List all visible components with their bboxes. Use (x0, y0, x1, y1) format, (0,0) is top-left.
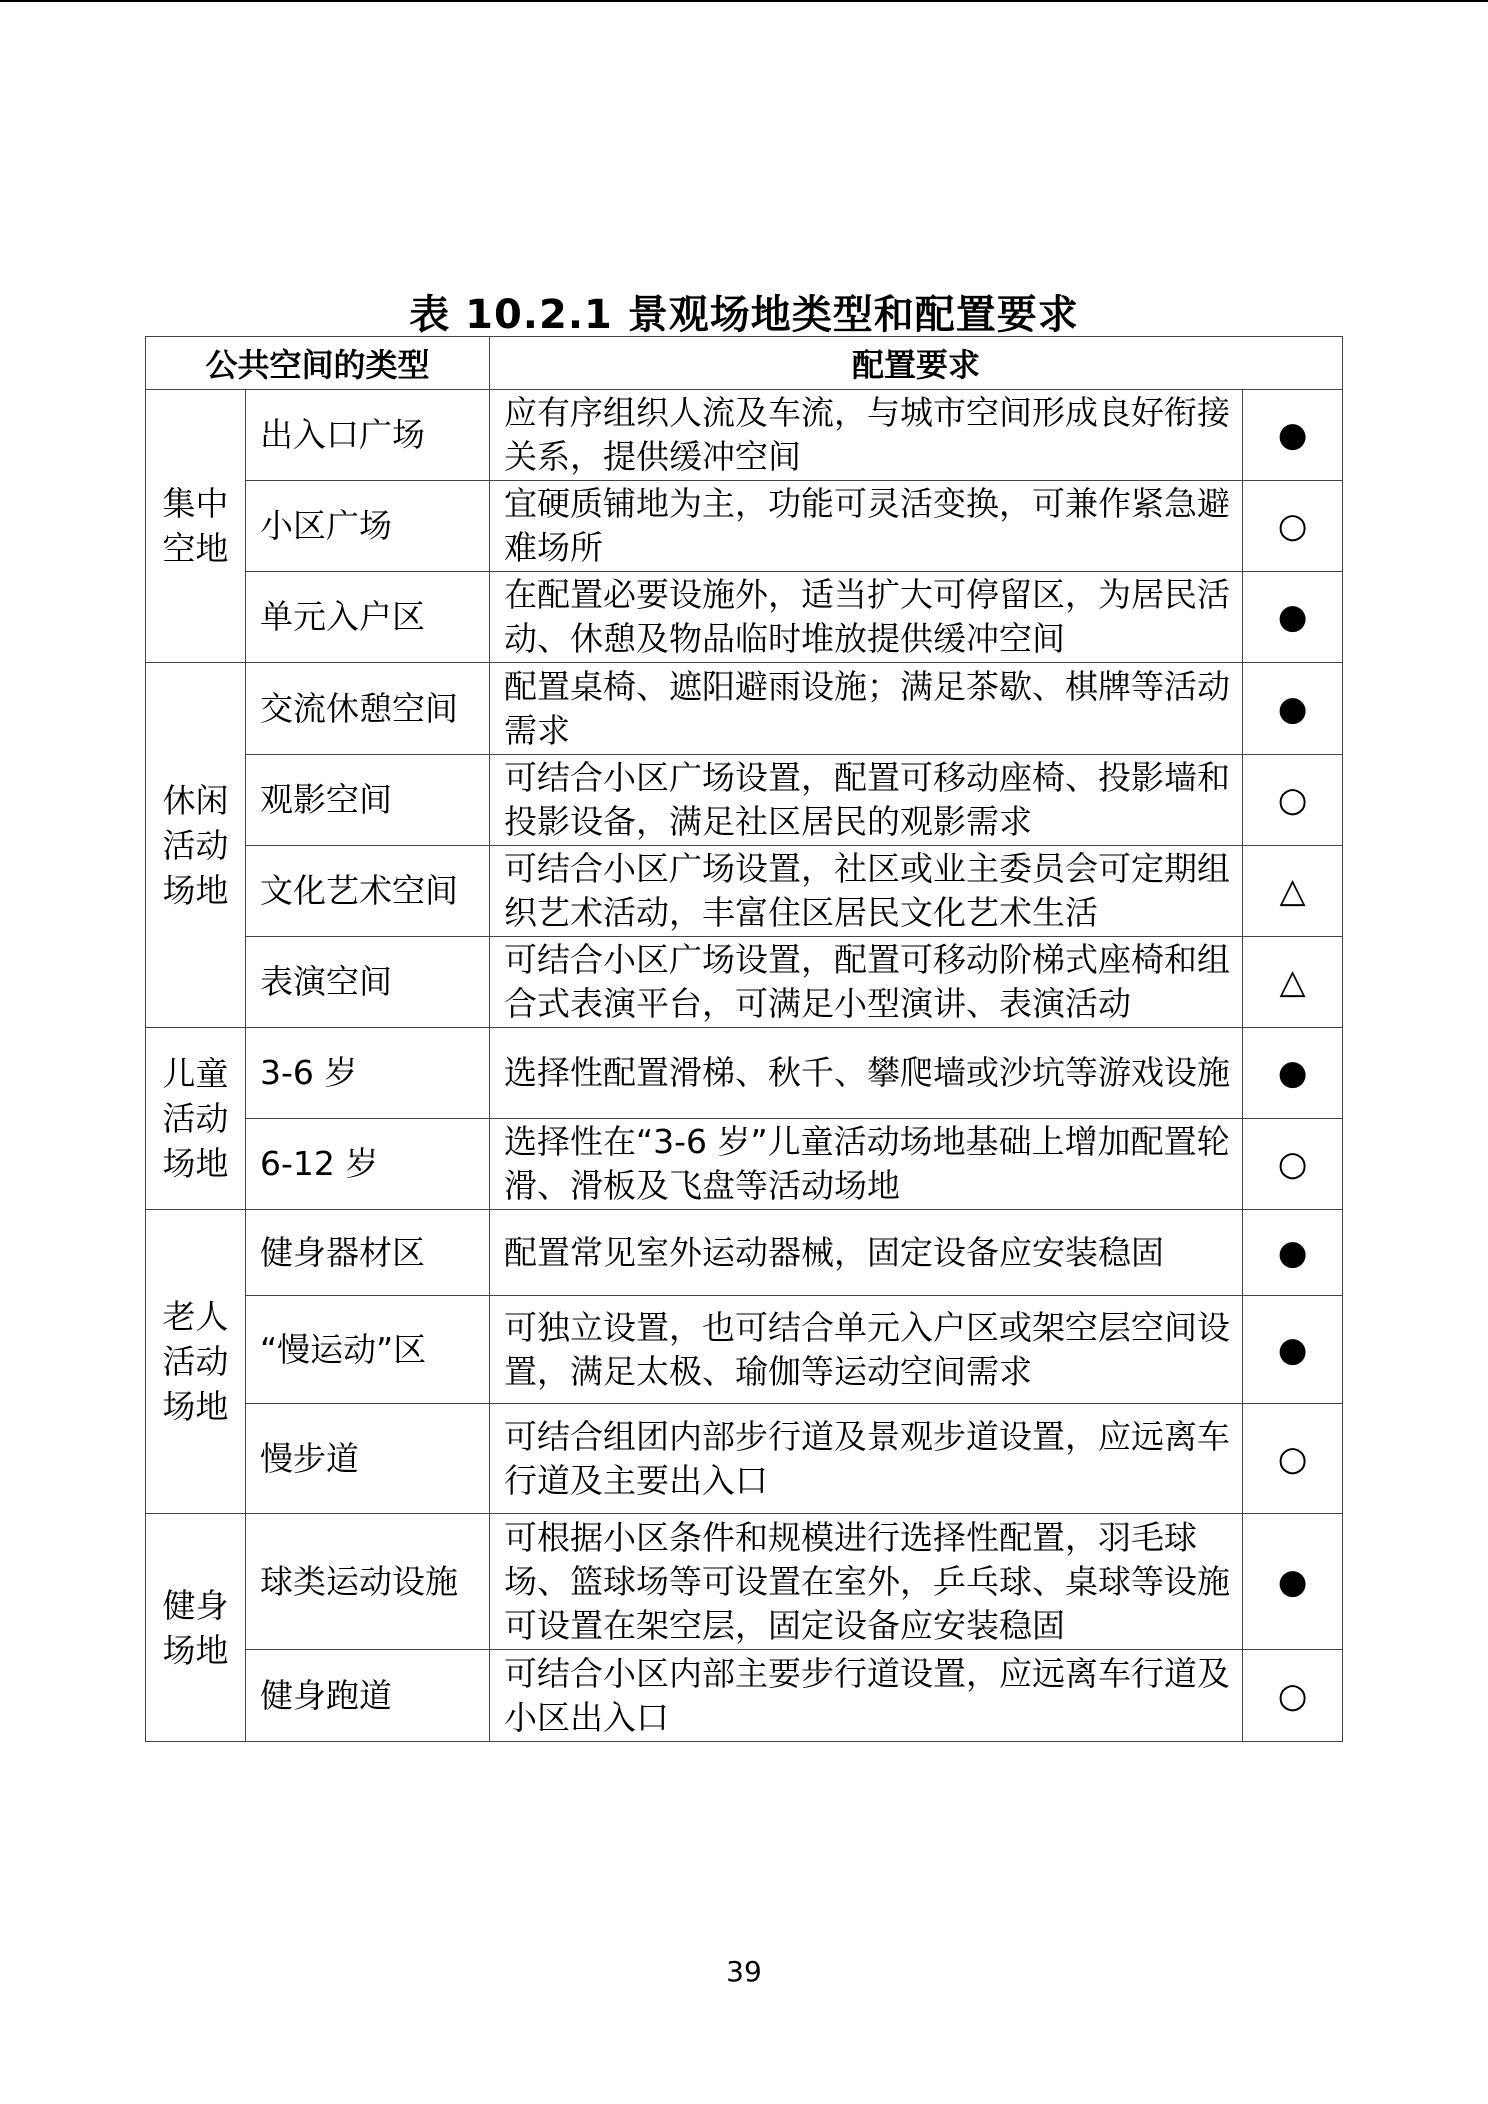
category-cell (146, 390, 246, 663)
table-row (146, 1404, 1343, 1514)
subtype-cell: 表演空间 (246, 937, 490, 1028)
requirement-cell: 在配置必要设施外，适当扩大可停留区，为居民活动、休憩及物品临时堆放提供缓冲空间 (490, 572, 1243, 663)
table-row (146, 1028, 1343, 1119)
subtype-cell: 出入口广场 (246, 390, 490, 481)
table-row (146, 390, 1343, 481)
category-cell (146, 1210, 246, 1514)
requirement-cell: 选择性配置滑梯、秋千、攀爬墙或沙坑等游戏设施 (490, 1028, 1243, 1119)
subtype-cell: 交流休憩空间 (246, 663, 490, 755)
subtype-cell: “慢运动”区 (246, 1296, 490, 1404)
requirement-cell: 可结合小区广场设置，配置可移动阶梯式座椅和组合式表演平台，可满足小型演讲、表演活动 (490, 937, 1243, 1028)
level-symbol: △ (1243, 846, 1343, 937)
page-number: 39 (726, 1955, 762, 1988)
top-rule (0, 0, 1488, 2)
category-label: 集中 空地 (162, 484, 229, 568)
requirement-cell: 可结合组团内部步行道及景观步道设置，应远离车行道及主要出入口 (490, 1404, 1243, 1514)
requirement-cell: 可结合小区内部主要步行道设置，应远离车行道及小区出入口 (490, 1650, 1243, 1742)
category-cell (146, 1514, 246, 1742)
header-type: 公共空间的类型 (146, 337, 490, 390)
table-row (146, 572, 1343, 663)
subtype-cell: 3-6 岁 (246, 1028, 490, 1119)
landscape-site-table (145, 336, 1343, 1742)
table-title: 表 10.2.1 景观场地类型和配置要求 (409, 292, 1079, 338)
level-symbol: ● (1243, 390, 1343, 481)
subtype-cell: 小区广场 (246, 481, 490, 572)
subtype-cell: 健身器材区 (246, 1210, 490, 1296)
subtype-cell: 慢步道 (246, 1404, 490, 1514)
requirement-cell: 可结合小区广场设置，社区或业主委员会可定期组织艺术活动，丰富住区居民文化艺术生活 (490, 846, 1243, 937)
level-symbol: ○ (1243, 1119, 1343, 1210)
level-symbol: ○ (1243, 481, 1343, 572)
subtype-cell: 6-12 岁 (246, 1119, 490, 1210)
requirement-cell: 应有序组织人流及车流，与城市空间形成良好衔接关系，提供缓冲空间 (490, 390, 1243, 481)
table-row (146, 1210, 1343, 1296)
table-row (146, 481, 1343, 572)
requirement-cell: 可结合小区广场设置，配置可移动座椅、投影墙和投影设备，满足社区居民的观影需求 (490, 755, 1243, 846)
table-row (146, 1514, 1343, 1650)
table-row (146, 1296, 1343, 1404)
category-label: 儿童 活动 场地 (162, 1054, 229, 1183)
subtype-cell: 文化艺术空间 (246, 846, 490, 937)
requirement-cell: 可根据小区条件和规模进行选择性配置，羽毛球场、篮球场等可设置在室外，乒乓球、桌球等设施可设置在架空层，固定设备应安装稳固 (490, 1514, 1243, 1650)
table-row (146, 1650, 1343, 1742)
subtype-cell: 球类运动设施 (246, 1514, 490, 1650)
subtype-cell: 观影空间 (246, 755, 490, 846)
header-row (146, 337, 1343, 390)
requirement-cell: 选择性在“3-6 岁”儿童活动场地基础上增加配置轮滑、滑板及飞盘等活动场地 (490, 1119, 1243, 1210)
level-symbol: ● (1243, 1514, 1343, 1650)
requirement-cell: 配置常见室外运动器械，固定设备应安装稳固 (490, 1210, 1243, 1296)
table-row (146, 755, 1343, 846)
subtype-cell: 单元入户区 (246, 572, 490, 663)
table-row (146, 937, 1343, 1028)
category-cell (146, 663, 246, 1028)
requirement-cell: 配置桌椅、遮阳避雨设施；满足茶歇、棋牌等活动需求 (490, 663, 1243, 755)
level-symbol: ● (1243, 663, 1343, 755)
level-symbol: ● (1243, 1028, 1343, 1119)
subtype-cell: 健身跑道 (246, 1650, 490, 1742)
level-symbol: ○ (1243, 1404, 1343, 1514)
table-row (146, 846, 1343, 937)
level-symbol: △ (1243, 937, 1343, 1028)
level-symbol: ● (1243, 1210, 1343, 1296)
header-requirement: 配置要求 (490, 337, 1343, 390)
level-symbol: ○ (1243, 1650, 1343, 1742)
category-label: 休闲 活动 场地 (162, 780, 229, 910)
category-label: 健身 场地 (162, 1585, 229, 1670)
table-row (146, 663, 1343, 755)
requirement-cell: 可独立设置，也可结合单元入户区或架空层空间设置，满足太极、瑜伽等运动空间需求 (490, 1296, 1243, 1404)
level-symbol: ● (1243, 1296, 1343, 1404)
table-row (146, 1119, 1343, 1210)
category-label: 老人 活动 场地 (162, 1297, 229, 1426)
level-symbol: ● (1243, 572, 1343, 663)
level-symbol: ○ (1243, 755, 1343, 846)
requirement-cell: 宜硬质铺地为主，功能可灵活变换，可兼作紧急避难场所 (490, 481, 1243, 572)
category-cell (146, 1028, 246, 1210)
